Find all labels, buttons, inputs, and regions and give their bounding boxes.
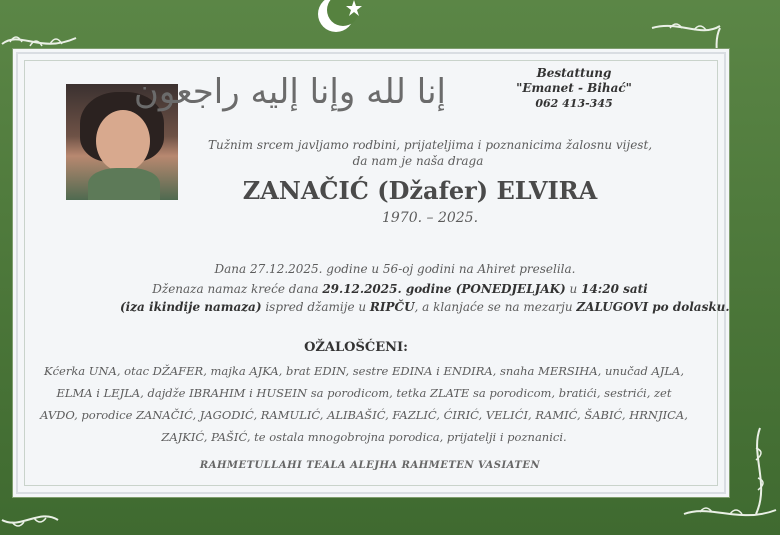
corner-ornament-icon: [0, 500, 60, 535]
funeral-prayer-line: [120, 282, 680, 296]
mosque-location: RIPČU: [369, 300, 415, 314]
funeral-location-line: [120, 300, 730, 314]
funeral-home-logo: [508, 66, 640, 111]
mourners-line-1: Kćerka UNA, otac DŽAFER, majka AJKA, brat EDIN, sestre EDINA i ENDIRA, snaha MERSIHA, unučad AJLA,: [43, 364, 684, 378]
funeral-home-line1: Bestattung: [536, 66, 612, 80]
cemetery-text: , a klanjaće se na mezarju: [414, 300, 577, 314]
intro-line-1: Tužnim srcem javljamo rodbini, prijateljima i poznanicima žalosnu vijest,: [208, 138, 653, 152]
mourners-heading: OŽALOŠĆENI:: [304, 340, 408, 355]
deceased-name: ZANAČIĆ (Džafer) ELVIRA: [242, 176, 598, 205]
mourners-line-4: ZAJKIĆ, PAŠIĆ, te ostala mnogobrojna porodica, prijatelji i poznanici.: [161, 430, 567, 444]
deceased-years: 1970. – 2025.: [381, 210, 479, 226]
rahmet-footer: RAHMETULLAHI TEALA ALEJHA RAHMETEN VASIATEN: [199, 460, 541, 471]
prayer-note: (iza ikindije namaza): [120, 300, 262, 314]
mourners-line-2: ELMA i LEJLA, dajdže IBRAHIM i HUSEIN sa porodicom, tetka ZLATE sa porodicom, bratići, sestrići, zet: [56, 386, 672, 400]
funeral-time: 14:20 sati: [581, 282, 648, 296]
portrait-face: [96, 110, 150, 172]
funeral-home-name: "Emanet - Bihać": [516, 81, 632, 95]
portrait-shoulders: [88, 168, 160, 200]
death-date-line: Dana 27.12.2025. godine u 56-oj godini na Ahiret preselila.: [214, 262, 576, 276]
funeral-prayer-text: Dženaza namaz kreće dana: [152, 282, 323, 296]
crescent-star-icon: [318, 0, 364, 40]
funeral-prayer-connector: u: [565, 282, 582, 296]
intro-line-2: da nam je naša draga: [352, 154, 484, 168]
cemetery-name: ZALUGOVI po dolasku.: [576, 300, 730, 314]
funeral-date: 29.12.2025. godine (PONEDJELJAK): [322, 282, 566, 296]
location-text: ispred džamije u: [261, 300, 370, 314]
arabic-calligraphy: إنا لله وإنا إليه راجعون: [133, 72, 446, 112]
mourners-line-3: AVDO, porodice ZANAČIĆ, JAGODIĆ, RAMULIĆ, ALIBAŠIĆ, FAZLIĆ, ĆIRIĆ, VELIĆI, RAMIĆ, ŠABIĆ, HRNJICA,: [40, 408, 688, 422]
funeral-home-phone: 062 413-345: [535, 97, 613, 110]
